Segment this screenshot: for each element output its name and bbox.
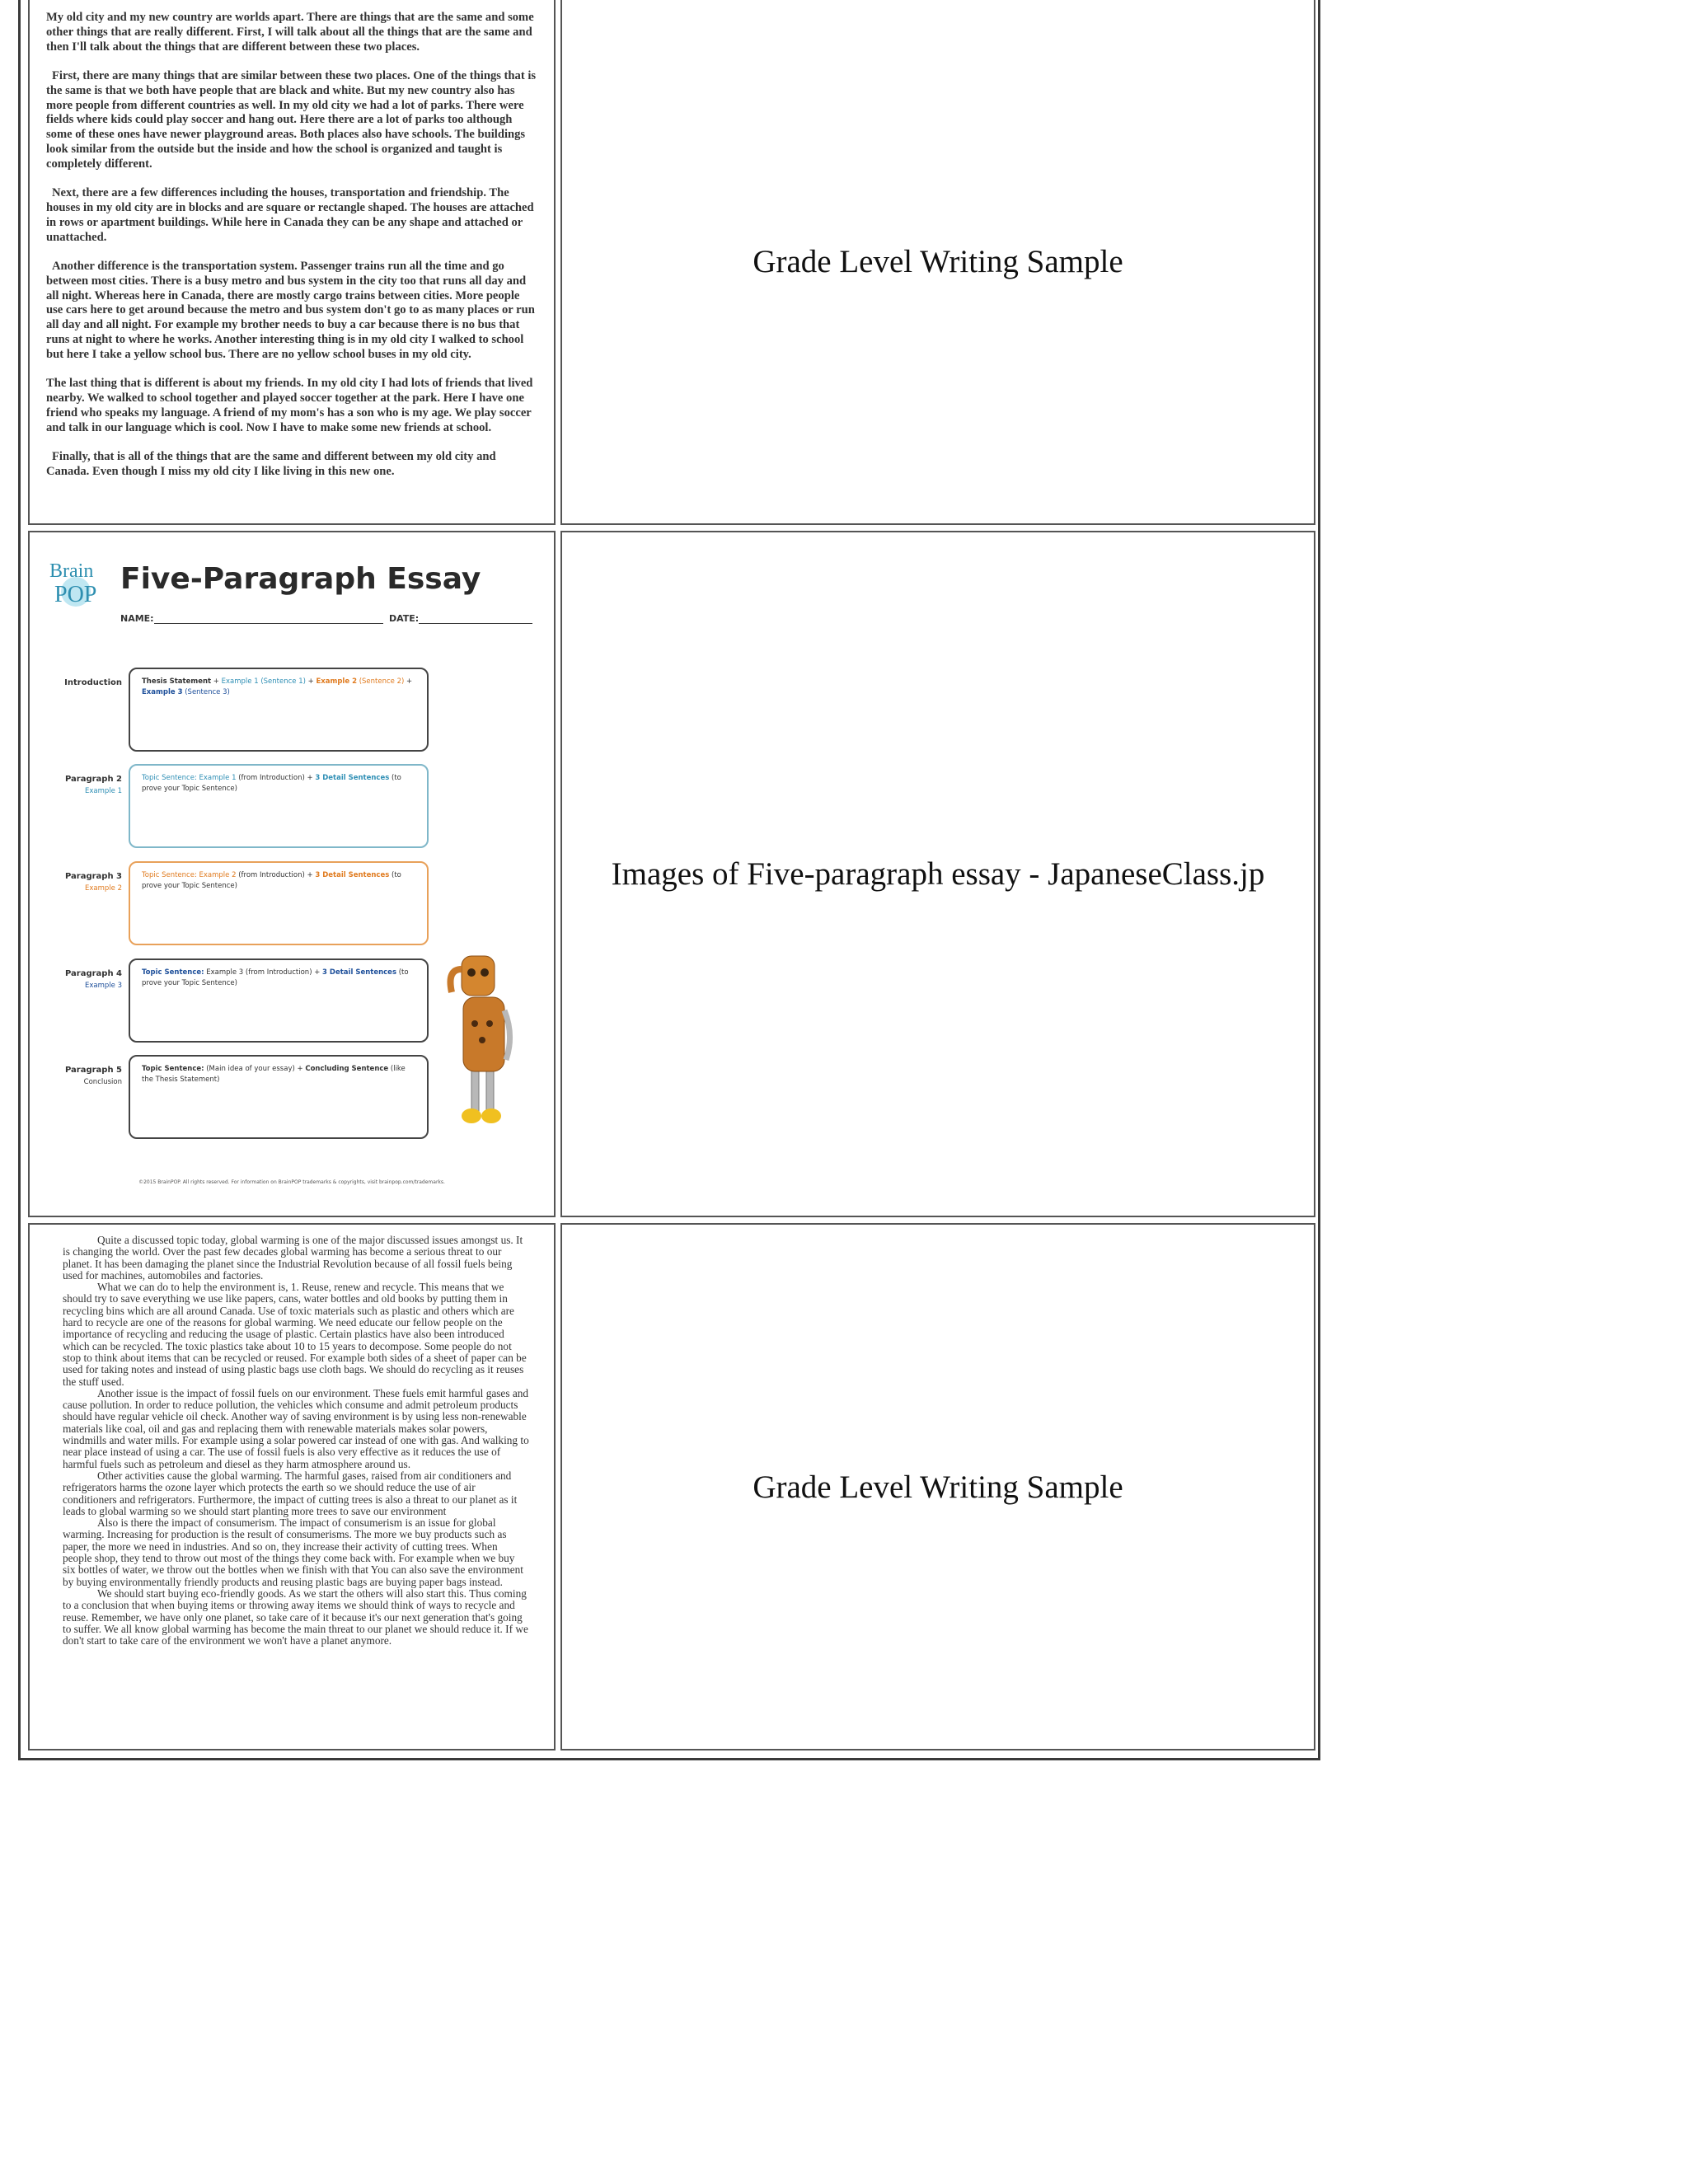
- section-text-run: Topic Sentence: Example 1: [142, 774, 237, 782]
- section-text-run: Example 2: [316, 677, 357, 686]
- section-subtitle: Example 2: [85, 884, 122, 893]
- section-text-run: Example 3: [142, 688, 183, 696]
- section-label: [48, 871, 122, 894]
- section-text-run: (from Introduction) +: [236, 871, 316, 879]
- section-text-run: (like the Thesis Statement): [142, 1065, 406, 1084]
- section-title: Paragraph 5: [64, 1066, 122, 1075]
- moby-robot-illustration: [443, 944, 518, 1126]
- section-subtitle: Conclusion: [83, 1078, 122, 1086]
- essay-text: [30, 0, 554, 479]
- section-text-run: +: [406, 677, 413, 686]
- section-text-run: Thesis Statement: [142, 677, 212, 686]
- section-text-run: Example 1: [221, 677, 259, 686]
- section-box: [129, 958, 429, 1043]
- section-label: [48, 968, 122, 991]
- section-text-run: 3 Detail Sentences: [315, 871, 390, 879]
- worksheet-title: Five-Paragraph Essay: [120, 562, 481, 596]
- essay-paragraph: Quite a discussed topic today, global warming is one of the major discussed issues amongst us. It is changing the world. Over the past few decades global warming has become a serious threat to our planet. It has been damaging the planet since the Industrial Revolution because of all fossil fuels being used for machines, automobiles and factories.: [63, 1234, 523, 1282]
- section-subtitle: Example 3: [85, 982, 122, 990]
- caption-link[interactable]: Grade Level Writing Sample: [753, 1469, 1123, 1505]
- section-text-run: (to prove your Topic Sentence): [142, 968, 409, 987]
- section-text-run: (to prove your Topic Sentence): [142, 774, 401, 793]
- logo-text-bottom: POP: [54, 582, 97, 607]
- section-text-run: 3 Detail Sentences: [315, 774, 390, 782]
- section-text-run: (Sentence 1): [258, 677, 308, 686]
- section-text-run: Topic Sentence: Example 2: [142, 871, 237, 879]
- section-label: [48, 677, 122, 689]
- thumbnail-essay-1[interactable]: [28, 0, 556, 525]
- name-label: NAME:: [120, 613, 154, 624]
- section-text-run: (Sentence 2): [357, 677, 407, 686]
- section-title: Paragraph 4: [64, 969, 122, 978]
- section-text-run: (Sentence 3): [182, 688, 230, 696]
- section-box: [129, 764, 429, 848]
- section-text-run: Example 3 (from Introduction) +: [204, 968, 323, 977]
- section-box: [129, 861, 429, 945]
- section-text-run: Topic Sentence:: [142, 1065, 204, 1073]
- caption-cell-2[interactable]: [560, 531, 1315, 1217]
- essay-paragraph: First, there are many things that are similar between these two places. One of the things that is the same is that we both have people that are black and white. But my new country also has more people from different countries as well. In my old city we had a lot of parks. There were fields where kids could play soccer and hang out. Here there are a lot of parks too although some of these ones have newer playground areas. Both places also have schools. The buildings look similar from the outside but the inside and how the school is organized and taught is completely different.: [46, 68, 537, 171]
- caption-link[interactable]: Images of Five-paragraph essay - JapaneseClass.jp: [611, 856, 1265, 892]
- five-paragraph-worksheet: [30, 532, 554, 1216]
- date-field: [389, 613, 532, 624]
- section-text-run: (Main idea of your essay) +: [204, 1065, 306, 1073]
- section-text-run: Topic Sentence:: [142, 968, 204, 977]
- date-label: DATE:: [389, 613, 420, 624]
- brainpop-logo: [48, 557, 102, 608]
- section-text-run: 3 Detail Sentences: [322, 968, 397, 977]
- essay-text: [30, 1225, 554, 1647]
- essay-paragraph: Also is there the impact of consumerism. The impact of consumerism is an issue for global warming. Increasing for production is the result of consumerisms. The more we buy products such as paper, the more we need in industries. And so on, they increase their activity of cutting trees. When people shop, they tend to throw out most of the things they come back with. For example when we buy six bottles of water, we throw out the bottles when we finish with that You can also save the environment by buying environmentally friendly products and reusing plastic bags are buying paper bags instead.: [63, 1516, 523, 1588]
- essay-paragraph: What we can do to help the environment is, 1. Reuse, renew and recycle. This means that we should try to save everything we use like papers, cans, water bottles and old books by putting them in recycling bins which are all around Canada. Use of toxic materials such as plastic and others which are hard to recycle are one of the reasons for global warming. We need educate our fellow people on the importance of recycling and reducing the usage of plastic. Certain plastics have also been introduced which can be recycled. The toxic plastics take about 10 to 15 years to decompose. Some people do not stop to think about items that can be recycled or reused. For example both sides of a sheet of paper can be used for taking notes and instead of using plastic bags use cloth bags. We should do recycling as it reuses the stuff used.: [63, 1281, 527, 1388]
- logo-text-top: Brain: [49, 560, 94, 582]
- copyright-footer: ©2015 BrainPOP. All rights reserved. For information on BrainPOP trademarks & copyrights, visit brainpop.com/trademarks.: [138, 1179, 445, 1185]
- thumbnail-essay-2[interactable]: [28, 1223, 556, 1750]
- section-box: [129, 1055, 429, 1139]
- thumbnail-worksheet[interactable]: [28, 531, 556, 1217]
- section-subtitle: Example 1: [85, 787, 122, 795]
- section-title: Introduction: [64, 678, 122, 687]
- section-box: [129, 668, 429, 752]
- section-label: [48, 1065, 122, 1088]
- section-text-run: (from Introduction) +: [236, 774, 316, 782]
- section-text-run: Concluding Sentence: [305, 1065, 389, 1073]
- section-label: [48, 774, 122, 797]
- essay-paragraph: Other activities cause the global warming. The harmful gases, raised from air conditioners and refrigerators harms the ozone layer which protects the earth so we should reduce the use of air conditioners and refrigerators. Furthermore, the impact of cutting trees is also a threat to our planet as it leads to global warming so we should start planting more trees to save our environment: [63, 1469, 518, 1517]
- essay-paragraph: Another difference is the transportation system. Passenger trains run all the time and go between most cities. There is a busy metro and bus system in the city too that runs all day and all night. Whereas here in Canada, there are mostly cargo trains between cities. More people use cars here to get around because the metro and bus system don't go to as many places or run all day and all night. For example my brother needs to buy a car because there is no bus that runs at night to where he works. Another interesting thing is in my old city I walked to school but here I take a yellow school bus. There are no yellow school buses in my old city.: [46, 259, 535, 362]
- section-text-run: (to prove your Topic Sentence): [142, 871, 401, 890]
- results-grid: [18, 0, 1320, 1760]
- essay-paragraph: We should start buying eco-friendly goods. As we start the others will also start this. Thus coming to a conclusion that when buying items or throwing away items we should think of ways to recycle and reuse. Remember, we have only one planet, so take care of it because it's our next generation that's going to suffer. We all know global warming has become the main threat to our planet we should reduce it. If we don't start to take care of the environment we won't have a planet anymore.: [63, 1586, 528, 1647]
- essay-paragraph: Finally, that is all of the things that are the same and different between my old city and Canada. Even though I miss my old city I like living in this new one.: [46, 449, 496, 478]
- essay-paragraph: Another issue is the impact of fossil fuels on our environment. These fuels emit harmful gases and cause pollution. In order to reduce pollution, the vehicles which consume and admit petroleum products should have regular vehicle oil check. Another way of saving environment is by using less non-renewable materials like coal, oil and gas and replacing them with renewable materials makes solar powers, windmills and water mills. For example using a solar powered car instead of one with gas. And walking to near place instead of using a car. The use of fossil fuels is also very effective as it reduces the use of harmful fuels such as petroleum and diesel as they harm atmosphere around us.: [63, 1386, 529, 1470]
- name-field: [120, 613, 383, 624]
- caption-cell-3[interactable]: [560, 1223, 1315, 1750]
- caption-link[interactable]: Grade Level Writing Sample: [753, 244, 1123, 279]
- essay-paragraph: Next, there are a few differences including the houses, transportation and friendship. The houses in my old city are in blocks and are square or rectangle shaped. The houses are attached in rows or apartment buildings. While here in Canada they can be any shape and attached or unattached.: [46, 186, 534, 244]
- section-text-run: +: [211, 677, 222, 686]
- essay-paragraph: My old city and my new country are worlds apart. There are things that are the same and some other things that are really different. First, I will talk about all the things that are the same and then I'll talk about the things that are different between these two places.: [46, 11, 534, 54]
- caption-cell-1[interactable]: [560, 0, 1315, 525]
- section-text-run: +: [307, 677, 316, 686]
- section-title: Paragraph 2: [64, 775, 122, 784]
- section-title: Paragraph 3: [64, 872, 122, 881]
- essay-paragraph: The last thing that is different is about my friends. In my old city I had lots of friends that lived nearby. We walked to school together and played soccer together at the park. Here I have one friend who speaks my language. A friend of my mom's has a son who is my age. We play soccer and talk in our language which is cool. Now I have to make some new friends at school.: [46, 377, 533, 434]
